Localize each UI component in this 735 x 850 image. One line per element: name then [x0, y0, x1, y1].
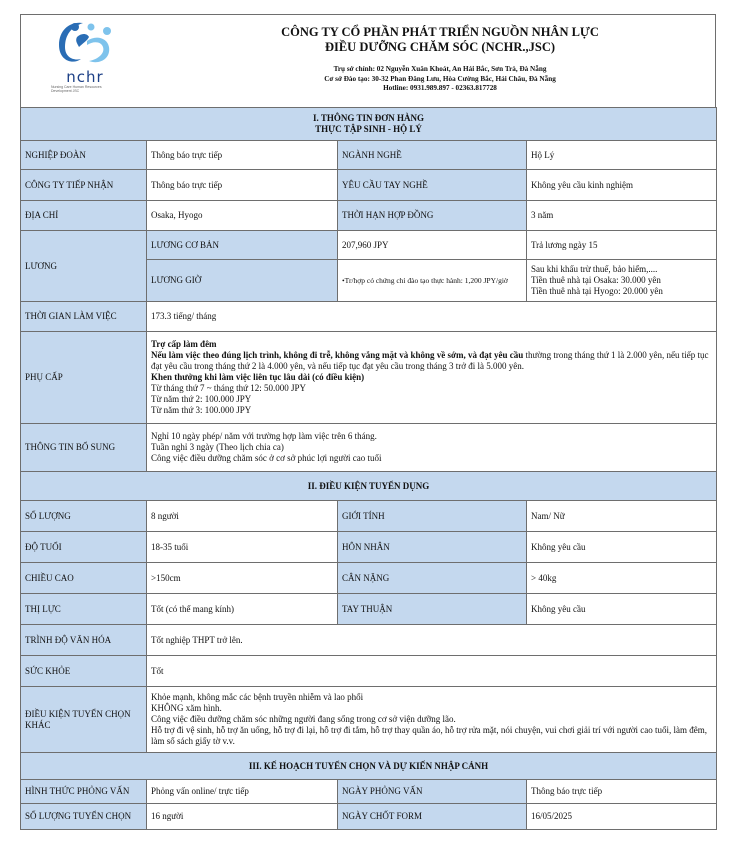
company-name-line1: CÔNG TY CỔ PHẦN PHÁT TRIỂN NGUỒN NHÂN LỰC: [281, 25, 599, 39]
logo-mark-icon: [51, 17, 119, 67]
vision-value: Tốt (có thể mang kính): [147, 594, 338, 625]
table-row: [21, 532, 717, 563]
hotline: Hotline: 0931.989.897 - 02363.817728: [383, 84, 497, 93]
allowance-condition: Nếu làm việc theo đúng lịch trình, không đi trễ, không vắng mặt và không về sớm, và đạt yêu cầu: [151, 350, 524, 360]
head-office-address: Trụ sở chính: 02 Nguyễn Xuân Khoát, An Hải Bắc, Sơn Trà, Đà Nẵng: [333, 65, 547, 73]
extra-info-label: THÔNG TIN BỔ SUNG: [21, 424, 147, 472]
interview-form-value: Phỏng vấn online/ trực tiếp: [147, 780, 338, 804]
table-row: [21, 563, 717, 594]
contract-value: 3 năm: [527, 201, 717, 231]
form-deadline-value: 16/05/2025: [527, 804, 717, 830]
section-1-subtitle: THỰC TẬP SINH - HỘ LÝ: [315, 124, 422, 134]
form-deadline-label: NGÀY CHỐT FORM: [338, 804, 527, 830]
table-row: [21, 594, 717, 625]
health-value: Tốt: [147, 656, 717, 687]
marriage-value: Không yêu cầu: [527, 532, 717, 563]
base-salary-label: LƯƠNG CƠ BẢN: [147, 231, 338, 260]
interview-date-value: Thông báo trực tiếp: [527, 780, 717, 804]
union-value: Thông báo trực tiếp: [147, 141, 338, 170]
training-center-address: Cơ sở Đào tạo: 30-32 Phan Đăng Lưu, Hòa Cường Bắc, Hải Châu, Đà Nẵng: [324, 74, 556, 83]
base-salary-value: 207,960 JPY: [338, 231, 527, 260]
industry-label: NGÀNH NGHỀ: [338, 141, 527, 170]
height-label: CHIỀU CAO: [21, 563, 147, 594]
document-header: [20, 14, 716, 107]
education-value: Tốt nghiệp THPT trở lên.: [147, 625, 717, 656]
table-row: [21, 141, 717, 170]
other-conditions-label: ĐIỀU KIỆN TUYỂN CHỌN KHÁC: [21, 687, 147, 753]
company-logo: [51, 17, 119, 97]
table-row: [21, 332, 717, 424]
union-label: NGHIỆP ĐOÀN: [21, 141, 147, 170]
industry-value: Hộ Lý: [527, 141, 717, 170]
marriage-label: HÔN NHÂN: [338, 532, 527, 563]
company-info: [171, 25, 709, 94]
table-row: [21, 170, 717, 201]
section-3-header: [21, 753, 717, 780]
gender-value: Nam/ Nữ: [527, 501, 717, 532]
dominant-hand-value: Không yêu cầu: [527, 594, 717, 625]
deductions-line: Tiền thuê nhà tại Osaka: 30.000 yên: [531, 275, 661, 285]
skill-value: Không yêu cầu kinh nghiệm: [527, 170, 717, 201]
recruit-quantity-value: 16 người: [147, 804, 338, 830]
table-row: [21, 780, 717, 804]
table-row: [21, 501, 717, 532]
deductions: [527, 260, 717, 302]
bonus-line: Từ năm thứ 2: 100.000 JPY: [151, 394, 252, 404]
section-1-title: I. THÔNG TIN ĐƠN HÀNG: [313, 113, 424, 123]
company-value: Thông báo trực tiếp: [147, 170, 338, 201]
worktime-label: THỜI GIAN LÀM VIỆC: [21, 302, 147, 332]
interview-date-label: NGÀY PHỎNG VẤN: [338, 780, 527, 804]
quantity-value: 8 người: [147, 501, 338, 532]
worktime-value: 173.3 tiếng/ tháng: [147, 302, 717, 332]
company-label: CÔNG TY TIẾP NHẬN: [21, 170, 147, 201]
logo-subtext: Nursing Care Human Resources Development JSC: [51, 85, 102, 93]
table-row: [21, 656, 717, 687]
address-value: Osaka, Hyogo: [147, 201, 338, 231]
age-value: 18-35 tuổi: [147, 532, 338, 563]
deductions-line: Tiền thuê nhà tại Hyogo: 20.000 yên: [531, 286, 663, 296]
dominant-hand-label: TAY THUẬN: [338, 594, 527, 625]
bonus-line: Từ năm thứ 3: 100.000 JPY: [151, 405, 252, 415]
height-value: >150cm: [147, 563, 338, 594]
section-1-header: [21, 108, 717, 141]
bonus-line: Từ tháng thứ 7 ~ tháng thứ 12: 50.000 JPY: [151, 383, 306, 393]
age-label: ĐỘ TUỔI: [21, 532, 147, 563]
section-3-title: III. KẾ HOẠCH TUYỂN CHỌN VÀ DỰ KIẾN NHẬP CẢNH: [21, 753, 717, 780]
condition-line: KHÔNG xăm hình.: [151, 703, 222, 713]
weight-label: CÂN NẶNG: [338, 563, 527, 594]
allowance-paragraph: [151, 350, 712, 372]
hourly-label: LƯƠNG GIỜ: [147, 260, 338, 302]
contract-label: THỜI HẠN HỢP ĐỒNG: [338, 201, 527, 231]
weight-value: > 40kg: [527, 563, 717, 594]
section-2-header: [21, 472, 717, 501]
extra-info-line: Nghỉ 10 ngày phép/ năm với trường hợp làm việc trên 6 tháng.: [151, 431, 377, 441]
table-row: [21, 625, 717, 656]
allowance-title: Trợ cấp làm đêm: [151, 339, 217, 349]
skill-label: YÊU CẦU TAY NGHỀ: [338, 170, 527, 201]
extra-info-line: Tuần nghỉ 3 ngày (Theo lịch chia ca): [151, 442, 284, 452]
table-row: [21, 201, 717, 231]
extra-info-line: Công việc điều dưỡng chăm sóc ở cơ sở phúc lợi người cao tuổi: [151, 453, 382, 463]
gender-label: GIỚI TÍNH: [338, 501, 527, 532]
vision-label: THỊ LỰC: [21, 594, 147, 625]
education-label: TRÌNH ĐỘ VĂN HÓA: [21, 625, 147, 656]
bonus-title: Khen thưởng khi làm việc liên tục lâu dài (có điều kiện): [151, 372, 365, 382]
allowance-label: PHỤ CẤP: [21, 332, 147, 424]
logo-text: nchr: [66, 68, 104, 86]
table-row: [21, 687, 717, 753]
deductions-line: Sau khi khấu trừ thuế, bảo hiểm,....: [531, 264, 658, 274]
allowance-details: [147, 332, 717, 424]
recruit-quantity-label: SỐ LƯỢNG TUYỂN CHỌN: [21, 804, 147, 830]
salary-label: LƯƠNG: [21, 231, 147, 302]
quantity-label: SỐ LƯỢNG: [21, 501, 147, 532]
table-row: [21, 231, 717, 260]
section-2-title: II. ĐIỀU KIỆN TUYỂN DỤNG: [21, 472, 717, 501]
condition-line: Công việc điều dưỡng chăm sóc những người đang sống trong cơ sở viện dưỡng lão.: [151, 714, 456, 724]
table-row: [21, 302, 717, 332]
condition-line: Hỗ trợ đi vệ sinh, hỗ trợ ăn uống, hỗ trợ đi lại, hỗ trợ đi tắm, hỗ trợ thay quần áo, hỗ trợ rửa mặt, nói chuyện, vui chơi giải trí với người cao tuổi, làm đêm, làm sổ sách giấy tờ v.v.: [151, 725, 707, 746]
table-row: [21, 804, 717, 830]
extra-info: [147, 424, 717, 472]
company-name-line2: ĐIỀU DƯỠNG CHĂM SÓC (NCHR.,JSC): [324, 40, 556, 54]
table-row: [21, 424, 717, 472]
health-label: SỨC KHỎE: [21, 656, 147, 687]
order-info-table: [20, 107, 717, 830]
pay-day: Trả lương ngày 15: [527, 231, 717, 260]
interview-form-label: HÌNH THỨC PHỎNG VẤN: [21, 780, 147, 804]
condition-line: Khỏe mạnh, không mắc các bệnh truyền nhiễm và lao phổi: [151, 692, 364, 702]
other-conditions: [147, 687, 717, 753]
allowance-amounts: thường trong tháng thứ 1 là 2.000 yên, nếu tiếp tục đạt yêu cầu trong tháng thứ 2 là 4.000 yên, và nếu tiếp tục đạt yêu cầu trong tháng 3 trở đi là 5.000 yên.: [151, 350, 709, 371]
address-label: ĐỊA CHỈ: [21, 201, 147, 231]
hourly-note: •Tr/hợp có chứng chỉ đào tạo thực hành: 1,200 JPY/giờ: [338, 260, 527, 302]
